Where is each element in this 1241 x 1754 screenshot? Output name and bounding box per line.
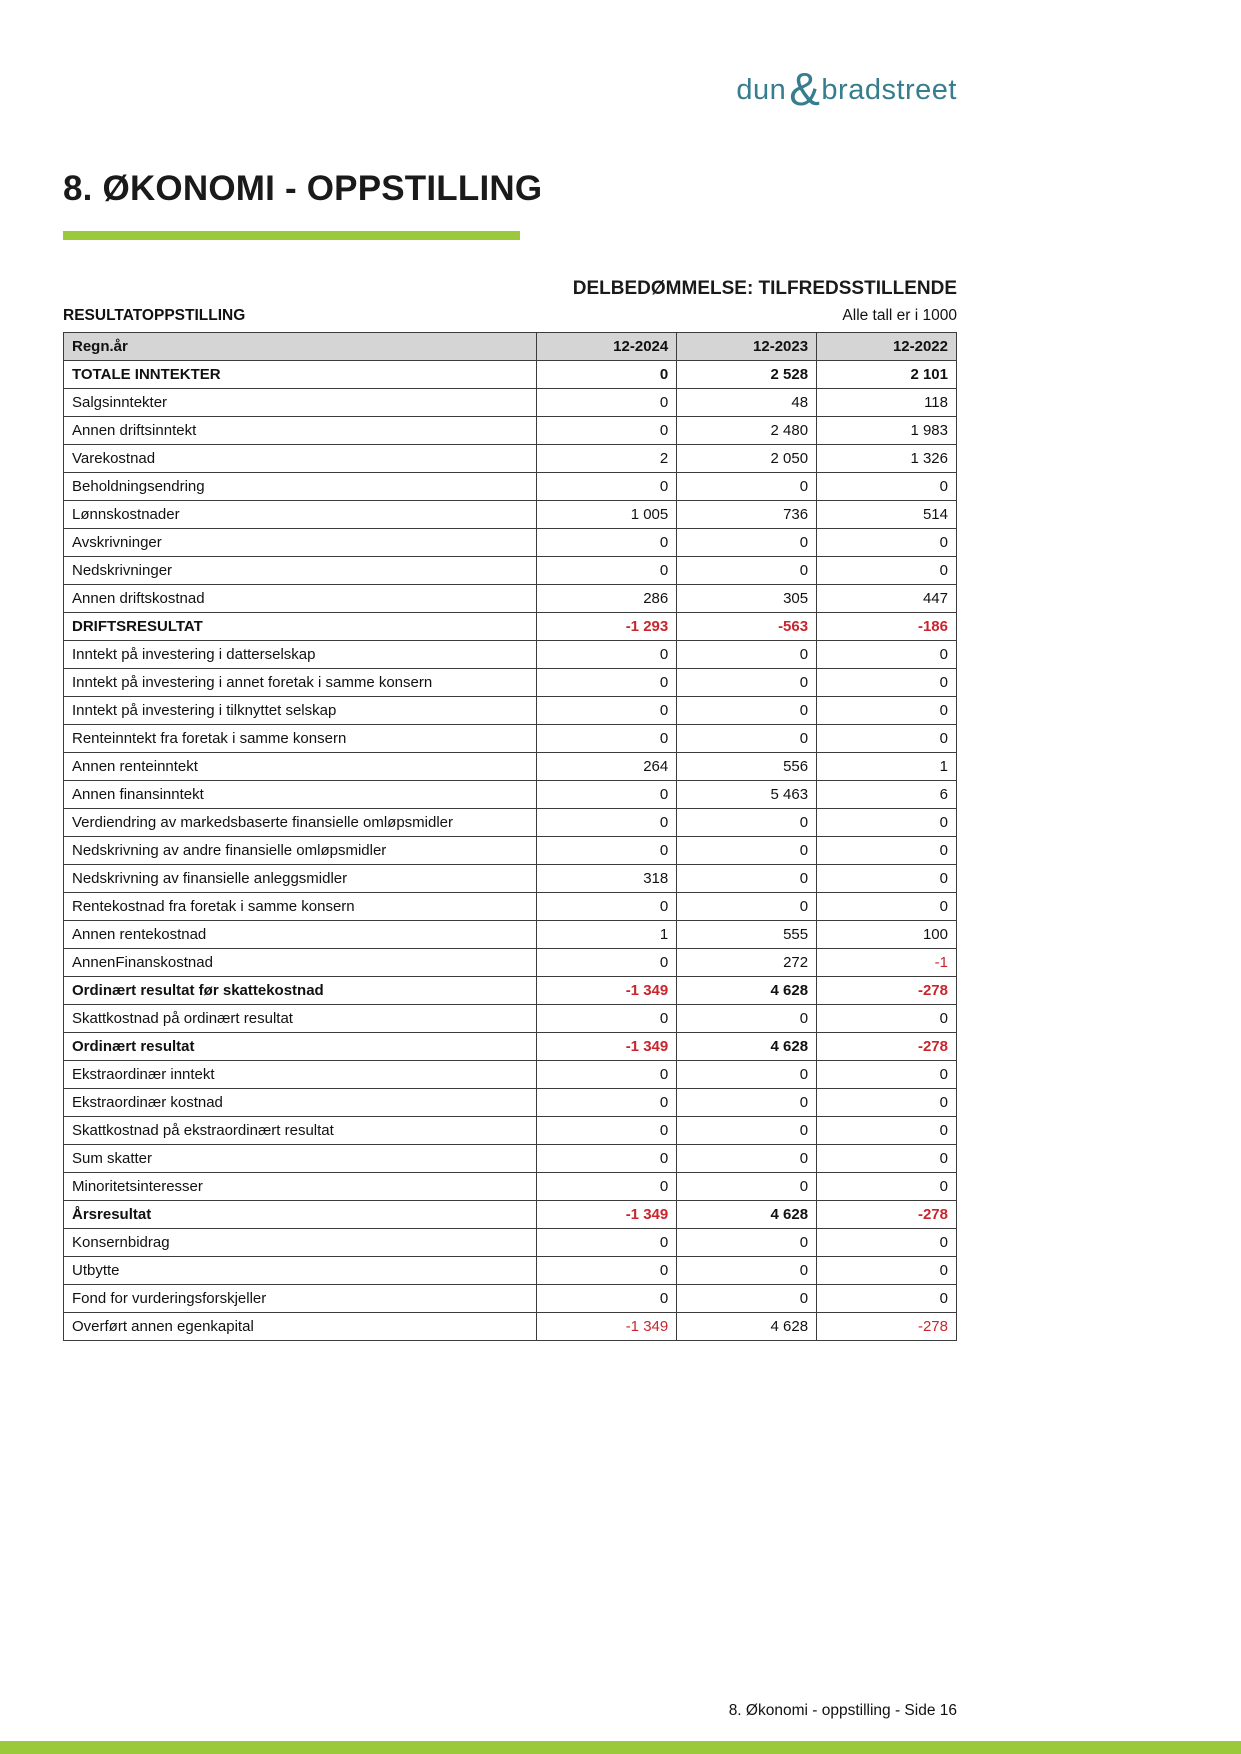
row-value: 0 (817, 1088, 957, 1116)
table-row (64, 528, 957, 556)
row-value: -1 349 (537, 976, 677, 1004)
row-value: 2 101 (817, 360, 957, 388)
row-value: 0 (537, 1060, 677, 1088)
table-row (64, 360, 957, 388)
row-value: 2 (537, 444, 677, 472)
row-value: 0 (817, 668, 957, 696)
row-value: 0 (817, 836, 957, 864)
row-value: 556 (677, 752, 817, 780)
row-value: 1 005 (537, 500, 677, 528)
row-value: 0 (677, 892, 817, 920)
row-value: 736 (677, 500, 817, 528)
row-value: 2 050 (677, 444, 817, 472)
row-value: 264 (537, 752, 677, 780)
bottom-accent-bar (0, 1741, 1241, 1754)
row-value: 1 (537, 920, 677, 948)
row-label: AnnenFinanskostnad (64, 948, 537, 976)
dun-bradstreet-logo (63, 0, 957, 115)
row-label: Årsresultat (64, 1200, 537, 1228)
row-value: 0 (537, 1004, 677, 1032)
row-label: Nedskrivning av finansielle anleggsmidler (64, 864, 537, 892)
page-title: 8. ØKONOMI - OPPSTILLING (63, 169, 543, 208)
row-value: 447 (817, 584, 957, 612)
table-row (64, 1312, 957, 1340)
row-value: 0 (677, 1088, 817, 1116)
row-value: 0 (537, 1172, 677, 1200)
assessment-heading: DELBEDØMMELSE: TILFREDSSTILLENDE (572, 277, 957, 299)
row-value: 0 (677, 528, 817, 556)
table-row (64, 1116, 957, 1144)
row-value: 0 (677, 1172, 817, 1200)
row-label: Skattkostnad på ekstraordinært resultat (64, 1116, 537, 1144)
table-row (64, 696, 957, 724)
table-row (64, 780, 957, 808)
row-value: 0 (537, 780, 677, 808)
row-value: 0 (817, 556, 957, 584)
row-label: Verdiendring av markedsbaserte finansielle omløpsmidler (64, 808, 537, 836)
row-value: 4 628 (677, 976, 817, 1004)
row-value: 0 (537, 556, 677, 584)
row-label: Annen driftsinntekt (64, 416, 537, 444)
row-label: Inntekt på investering i annet foretak i samme konsern (64, 668, 537, 696)
row-value: -1 293 (537, 612, 677, 640)
table-row (64, 1256, 957, 1284)
row-label: Inntekt på investering i tilknyttet selskap (64, 696, 537, 724)
table-row (64, 892, 957, 920)
row-label: DRIFTSRESULTAT (64, 612, 537, 640)
table-row (64, 976, 957, 1004)
row-value: 0 (537, 640, 677, 668)
row-value: 0 (677, 640, 817, 668)
row-value: -278 (817, 1032, 957, 1060)
table-row (64, 1200, 957, 1228)
row-value: 0 (817, 1060, 957, 1088)
row-label: Skattkostnad på ordinært resultat (64, 1004, 537, 1032)
row-value: 0 (677, 696, 817, 724)
row-label: Varekostnad (64, 444, 537, 472)
row-label: Avskrivninger (64, 528, 537, 556)
row-value: 286 (537, 584, 677, 612)
row-value: 5 463 (677, 780, 817, 808)
row-value: 0 (677, 472, 817, 500)
row-value: 0 (537, 528, 677, 556)
row-value: 0 (537, 1088, 677, 1116)
row-value: 555 (677, 920, 817, 948)
row-value: 0 (537, 892, 677, 920)
row-value: 0 (677, 836, 817, 864)
row-value: 0 (537, 472, 677, 500)
row-value: -1 349 (537, 1032, 677, 1060)
row-label: Minoritetsinteresser (64, 1172, 537, 1200)
units-note: Alle tall er i 1000 (842, 306, 957, 324)
row-label: Lønnskostnader (64, 500, 537, 528)
table-row (64, 416, 957, 444)
row-value: 0 (537, 1144, 677, 1172)
row-value: 4 628 (677, 1200, 817, 1228)
row-value: 0 (817, 640, 957, 668)
table-row (64, 584, 957, 612)
row-value: 0 (537, 668, 677, 696)
row-value: 0 (817, 1228, 957, 1256)
row-value: 0 (817, 864, 957, 892)
table-row (64, 752, 957, 780)
row-label: Utbytte (64, 1256, 537, 1284)
logo-dun: dun (736, 74, 787, 106)
row-value: 6 (817, 780, 957, 808)
row-label: Renteinntekt fra foretak i samme konsern (64, 724, 537, 752)
row-label: Annen finansinntekt (64, 780, 537, 808)
table-row (64, 388, 957, 416)
row-value: 0 (677, 724, 817, 752)
table-header-row (64, 332, 957, 360)
row-value: 514 (817, 500, 957, 528)
row-label: Ordinært resultat før skattekostnad (64, 976, 537, 1004)
row-value: 48 (677, 388, 817, 416)
table-row (64, 640, 957, 668)
row-label: TOTALE INNTEKTER (64, 360, 537, 388)
row-label: Sum skatter (64, 1144, 537, 1172)
row-label: Annen driftskostnad (64, 584, 537, 612)
table-row (64, 1088, 957, 1116)
logo-bradstreet: bradstreet (821, 74, 957, 106)
table-row (64, 1284, 957, 1312)
table-row (64, 836, 957, 864)
row-value: 0 (677, 1228, 817, 1256)
row-value: 4 628 (677, 1032, 817, 1060)
col-header-year: 12-2024 (537, 332, 677, 360)
row-value: 0 (537, 360, 677, 388)
row-value: -278 (817, 976, 957, 1004)
row-label: Rentekostnad fra foretak i samme konsern (64, 892, 537, 920)
row-value: 0 (677, 1144, 817, 1172)
row-label: Annen renteinntekt (64, 752, 537, 780)
row-label: Konsernbidrag (64, 1228, 537, 1256)
row-value: -1 349 (537, 1200, 677, 1228)
row-value: 0 (537, 416, 677, 444)
table-row (64, 1228, 957, 1256)
row-value: 0 (817, 1284, 957, 1312)
row-value: 0 (537, 388, 677, 416)
row-value: 0 (537, 1116, 677, 1144)
row-label: Salgsinntekter (64, 388, 537, 416)
row-value: 1 326 (817, 444, 957, 472)
col-header-label: Regn.år (64, 332, 537, 360)
col-header-year: 12-2022 (817, 332, 957, 360)
row-value: -1 349 (537, 1312, 677, 1340)
row-label: Ekstraordinær kostnad (64, 1088, 537, 1116)
row-value: 0 (677, 1060, 817, 1088)
row-value: 118 (817, 388, 957, 416)
row-value: -278 (817, 1200, 957, 1228)
row-value: 0 (537, 1256, 677, 1284)
table-row (64, 556, 957, 584)
table-row (64, 920, 957, 948)
row-label: Nedskrivninger (64, 556, 537, 584)
row-value: 0 (677, 1004, 817, 1032)
table-row (64, 948, 957, 976)
row-value: 0 (677, 864, 817, 892)
row-value: 318 (537, 864, 677, 892)
row-value: -186 (817, 612, 957, 640)
row-value: 2 528 (677, 360, 817, 388)
row-value: 100 (817, 920, 957, 948)
row-label: Nedskrivning av andre finansielle omløpsmidler (64, 836, 537, 864)
table-caption-row (63, 307, 957, 325)
table-row (64, 612, 957, 640)
table-row (64, 1004, 957, 1032)
row-value: 0 (537, 1284, 677, 1312)
row-value: 0 (677, 1284, 817, 1312)
row-value: 0 (817, 528, 957, 556)
row-label: Ordinært resultat (64, 1032, 537, 1060)
row-value: 0 (677, 668, 817, 696)
table-row (64, 500, 957, 528)
table-row (64, 668, 957, 696)
row-value: -278 (817, 1312, 957, 1340)
row-value: 0 (817, 1116, 957, 1144)
section-title: RESULTATOPPSTILLING (63, 306, 246, 324)
row-value: 2 480 (677, 416, 817, 444)
row-value: 0 (817, 1172, 957, 1200)
table-row (64, 808, 957, 836)
table-row (64, 864, 957, 892)
row-label: Inntekt på investering i datterselskap (64, 640, 537, 668)
table-row (64, 444, 957, 472)
page-footer: 8. Økonomi - oppstilling - Side 16 (728, 1702, 957, 1719)
row-value: 0 (817, 724, 957, 752)
row-value: 0 (537, 836, 677, 864)
row-value: 305 (677, 584, 817, 612)
row-value: 4 628 (677, 1312, 817, 1340)
row-value: 1 (817, 752, 957, 780)
row-value: -563 (677, 612, 817, 640)
row-value: 0 (677, 1256, 817, 1284)
row-value: 0 (817, 696, 957, 724)
logo-ampersand-icon: & (789, 63, 821, 115)
row-value: 0 (537, 696, 677, 724)
row-value: 0 (677, 808, 817, 836)
table-row (64, 724, 957, 752)
row-value: 0 (817, 808, 957, 836)
row-value: 0 (817, 1144, 957, 1172)
col-header-year: 12-2023 (677, 332, 817, 360)
row-value: 0 (817, 1004, 957, 1032)
row-value: 0 (677, 556, 817, 584)
title-underline-bar (63, 231, 520, 240)
row-label: Fond for vurderingsforskjeller (64, 1284, 537, 1312)
income-statement-table (63, 332, 957, 1341)
row-value: 272 (677, 948, 817, 976)
row-value: 0 (537, 724, 677, 752)
table-row (64, 472, 957, 500)
row-value: -1 (817, 948, 957, 976)
row-label: Overført annen egenkapital (64, 1312, 537, 1340)
row-value: 0 (537, 948, 677, 976)
row-label: Annen rentekostnad (64, 920, 537, 948)
table-row (64, 1172, 957, 1200)
table-row (64, 1032, 957, 1060)
row-value: 0 (677, 1116, 817, 1144)
row-value: 1 983 (817, 416, 957, 444)
row-value: 0 (817, 1256, 957, 1284)
row-label: Ekstraordinær inntekt (64, 1060, 537, 1088)
row-value: 0 (537, 1228, 677, 1256)
row-value: 0 (817, 472, 957, 500)
table-row (64, 1060, 957, 1088)
row-label: Beholdningsendring (64, 472, 537, 500)
row-value: 0 (537, 808, 677, 836)
row-value: 0 (817, 892, 957, 920)
table-row (64, 1144, 957, 1172)
